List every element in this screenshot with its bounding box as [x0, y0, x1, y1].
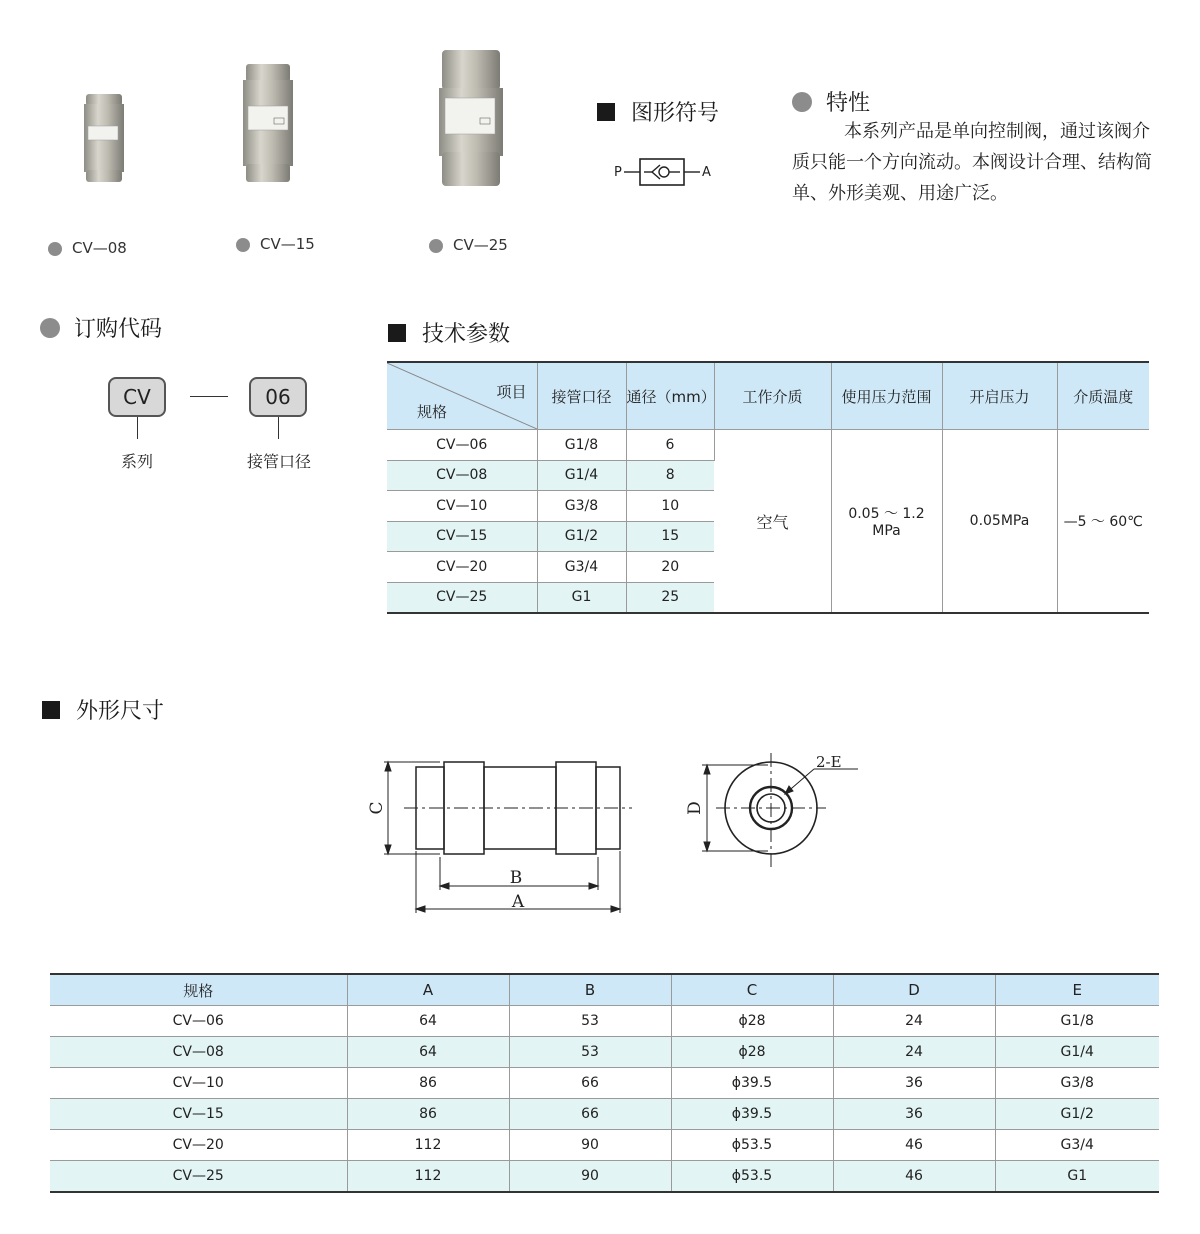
temperature-cell: —5 ～ 60℃	[1057, 430, 1149, 614]
d-cell: 46	[833, 1130, 995, 1161]
dims-header-row	[50, 974, 1159, 1006]
ordering-heading	[40, 312, 162, 343]
spec-cell: CV—06	[387, 430, 537, 461]
a-cell: 86	[347, 1099, 509, 1130]
dims-header-b: B	[509, 974, 671, 1006]
d-cell: 24	[833, 1006, 995, 1037]
series-code-box: CV	[108, 377, 166, 417]
tech-header-port: 接管口径	[537, 362, 626, 430]
series-code-leader	[137, 417, 138, 439]
tech-title: 技术参数	[422, 322, 511, 347]
dims-header-d: D	[833, 974, 995, 1006]
tech-header-pressure: 使用压力范围	[831, 362, 942, 430]
table-row	[387, 430, 1149, 461]
product-image-cv15	[240, 62, 296, 188]
tech-heading	[388, 317, 510, 348]
product-name: CV—08	[72, 239, 127, 257]
check-valve-symbol	[612, 156, 722, 192]
b-cell: 66	[509, 1068, 671, 1099]
corner-label-item: 项目	[496, 383, 527, 401]
product-label-cv25	[429, 236, 508, 254]
d-cell: 36	[833, 1099, 995, 1130]
e-cell: G3/4	[995, 1130, 1159, 1161]
bullet-icon	[429, 239, 443, 253]
a-cell: 64	[347, 1006, 509, 1037]
d-cell: 24	[833, 1037, 995, 1068]
medium-cell: 空气	[714, 430, 831, 614]
table-row	[50, 1161, 1159, 1193]
bore-cell: 15	[626, 521, 714, 552]
square-bullet-icon	[388, 324, 406, 342]
tech-params-table	[387, 361, 1149, 614]
tech-header-row	[387, 362, 1149, 430]
spec-cell: CV—25	[387, 582, 537, 613]
spec-cell: CV—20	[387, 552, 537, 583]
corner-label-spec: 规格	[417, 403, 448, 421]
port-cell: G1/2	[537, 521, 626, 552]
c-cell: ϕ28	[671, 1006, 833, 1037]
b-cell: 90	[509, 1130, 671, 1161]
c-cell: ϕ28	[671, 1037, 833, 1068]
c-cell: ϕ39.5	[671, 1068, 833, 1099]
product-name: CV—15	[260, 235, 315, 253]
port-cell: G1	[537, 582, 626, 613]
square-bullet-icon	[42, 701, 60, 719]
table-row	[50, 1037, 1159, 1068]
a-cell: 112	[347, 1130, 509, 1161]
square-bullet-icon	[597, 103, 615, 121]
symbol-heading	[597, 96, 719, 127]
spec-cell: CV—08	[387, 460, 537, 491]
dims-header-e: E	[995, 974, 1159, 1006]
spec-cell: CV—08	[50, 1037, 347, 1068]
product-label-cv15	[236, 235, 315, 253]
spec-cell: CV—25	[50, 1161, 347, 1193]
tech-header-temperature: 介质温度	[1057, 362, 1149, 430]
product-name: CV—25	[453, 236, 508, 254]
spec-cell: CV—15	[387, 521, 537, 552]
e-cell: G1/8	[995, 1006, 1159, 1037]
tech-corner-header	[387, 362, 537, 430]
port-a-label: A	[702, 165, 711, 180]
bore-cell: 8	[626, 460, 714, 491]
a-cell: 86	[347, 1068, 509, 1099]
c-cell: ϕ39.5	[671, 1099, 833, 1130]
features-title: 特性	[826, 91, 871, 116]
a-cell: 112	[347, 1161, 509, 1193]
spec-cell: CV—10	[50, 1068, 347, 1099]
d-cell: 36	[833, 1068, 995, 1099]
b-cell: 90	[509, 1161, 671, 1193]
code-connector-dash	[190, 396, 228, 397]
spec-cell: CV—06	[50, 1006, 347, 1037]
a-cell: 64	[347, 1037, 509, 1068]
series-code-label: 系列	[120, 452, 153, 471]
dimensions-title: 外形尺寸	[76, 699, 165, 724]
b-cell: 66	[509, 1099, 671, 1130]
table-row	[50, 1006, 1159, 1037]
b-cell: 53	[509, 1037, 671, 1068]
pressure-range-cell	[831, 430, 942, 614]
size-code-leader	[278, 417, 279, 439]
e-cell: G1/2	[995, 1099, 1159, 1130]
side-view-drawing	[360, 745, 650, 915]
pressure-range-unit: MPa	[872, 523, 901, 539]
dims-header-c: C	[671, 974, 833, 1006]
tech-header-bore: 通径（mm）	[626, 362, 714, 430]
tech-header-open-pressure: 开启压力	[942, 362, 1057, 430]
dimensions-heading	[42, 694, 164, 725]
features-description: 本系列产品是单向控制阀，通过该阀介质只能一个方向流动。本阀设计合理、结构简单、外形美观、用途广泛。	[792, 121, 1152, 204]
b-cell: 53	[509, 1006, 671, 1037]
product-label-cv08	[48, 239, 127, 257]
dimension-d-label: D	[685, 801, 705, 815]
dimension-e-label: 2-E	[816, 753, 842, 771]
end-view-drawing	[680, 745, 880, 875]
e-cell: G1/4	[995, 1037, 1159, 1068]
product-image-cv25	[436, 48, 506, 190]
d-cell: 46	[833, 1161, 995, 1193]
bullet-icon	[40, 318, 60, 338]
table-row	[50, 1099, 1159, 1130]
dimension-c-label: C	[367, 801, 387, 815]
size-code-box: 06	[249, 377, 307, 417]
e-cell: G1	[995, 1161, 1159, 1193]
port-p-label: P	[614, 165, 622, 180]
dimension-b-label: B	[509, 868, 523, 888]
port-cell: G3/8	[537, 491, 626, 522]
bullet-icon	[48, 242, 62, 256]
table-row	[50, 1068, 1159, 1099]
features-heading	[792, 86, 870, 117]
spec-cell: CV—20	[50, 1130, 347, 1161]
symbol-title: 图形符号	[631, 101, 720, 126]
spec-cell: CV—10	[387, 491, 537, 522]
spec-cell: CV—15	[50, 1099, 347, 1130]
table-row	[50, 1130, 1159, 1161]
size-code-label: 接管口径	[246, 452, 311, 471]
tech-header-medium: 工作介质	[714, 362, 831, 430]
bullet-icon	[236, 238, 250, 252]
dims-header-a: A	[347, 974, 509, 1006]
c-cell: ϕ53.5	[671, 1161, 833, 1193]
bore-cell: 6	[626, 430, 714, 461]
open-pressure-cell: 0.05MPa	[942, 430, 1057, 614]
port-cell: G1/4	[537, 460, 626, 491]
bullet-icon	[792, 92, 812, 112]
port-cell: G1/8	[537, 430, 626, 461]
bore-cell: 25	[626, 582, 714, 613]
ordering-title: 订购代码	[74, 317, 163, 342]
dimensions-table	[50, 973, 1159, 1193]
e-cell: G3/8	[995, 1068, 1159, 1099]
dimension-a-label: A	[511, 892, 525, 912]
bore-cell: 10	[626, 491, 714, 522]
product-image-cv08	[80, 90, 130, 190]
c-cell: ϕ53.5	[671, 1130, 833, 1161]
pressure-range-value: 0.05 ～ 1.2	[848, 506, 925, 522]
dims-header-spec: 规格	[50, 974, 347, 1006]
port-cell: G3/4	[537, 552, 626, 583]
bore-cell: 20	[626, 552, 714, 583]
